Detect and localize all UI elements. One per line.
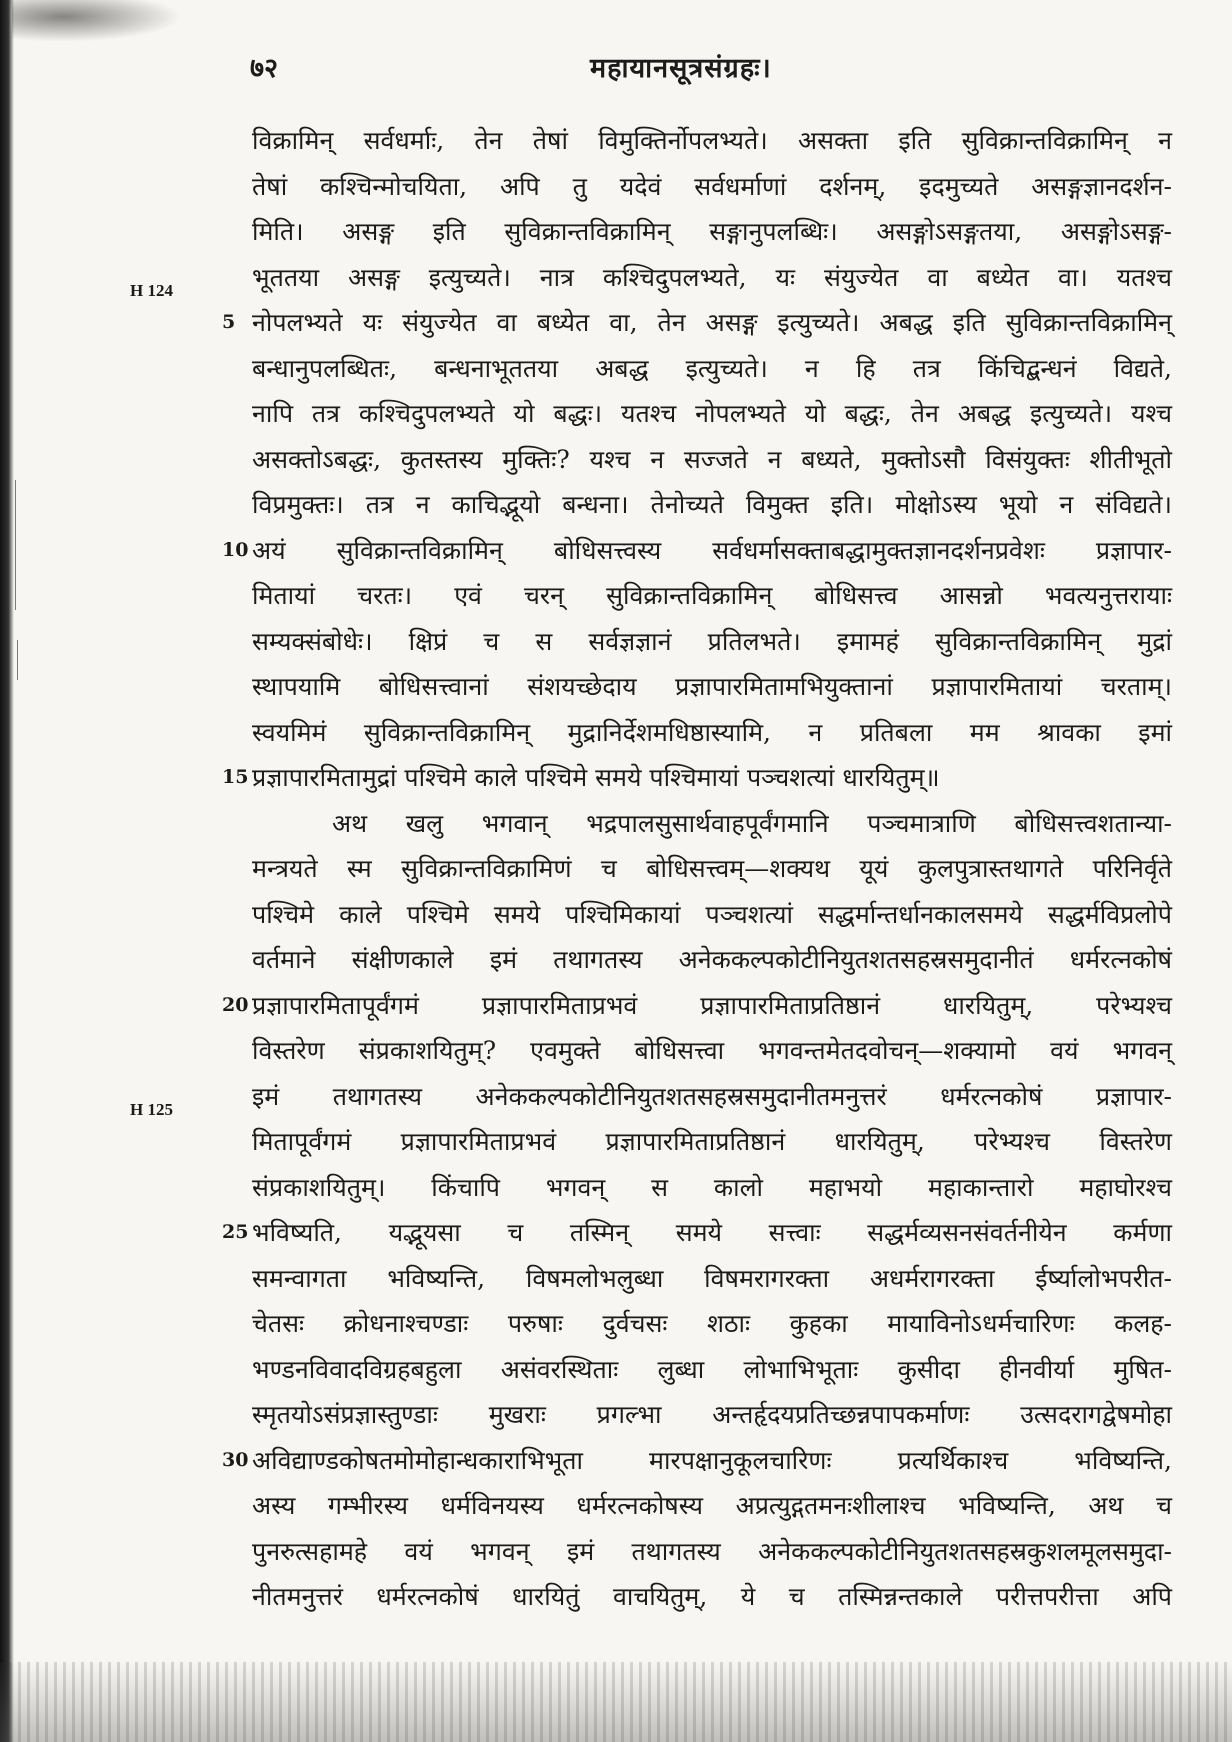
line-number: 20 <box>222 993 249 1016</box>
page-number: ७२ <box>250 53 279 84</box>
line-number: 10 <box>222 538 249 561</box>
line-number: 25 <box>222 1221 249 1243</box>
text-line: मितापूर्वंगमं प्रज्ञापारमिताप्रभवं प्रज्ञापारमिताप्रतिष्ठानं धारयितुम्, परेभ्यश्च विस्तरेण <box>252 1127 1172 1156</box>
text-line: भूततया असङ्ग इत्युच्यते। नात्र कश्चिदुपलभ्यते, यः संयुज्येत वा बध्येत वा। यतश्च <box>252 262 1172 292</box>
line-number: 30 <box>222 1448 249 1471</box>
text-line-content: अयं सुविक्रान्तविक्रामिन् बोधिसत्त्वस्य सर्वधर्मासक्ताबद्धामुक्तज्ञानदर्शनप्रवेशः प्रज्ञापार- <box>252 535 1172 565</box>
scan-left-edge <box>0 0 14 1742</box>
text-line: इमं तथागतस्य अनेककल्पकोटीनियुतशतसहस्रसमुदानीतमनुत्तरं धर्मरत्नकोषं प्रज्ञापार- <box>252 1081 1172 1111</box>
text-line: चेतसः क्रोधनाश्चण्डाः परुषाः दुर्वचसः शठाः कुहका मायाविनोऽधर्मचारिणः कलह- <box>252 1309 1172 1338</box>
text-line: नापि तत्र कश्चिदुपलभ्यते यो बद्धः। यतश्च नोपलभ्यते यो बद्धः, तेन अबद्ध इत्युच्यते। यश्च <box>252 399 1172 428</box>
text-line-content: भविष्यति, यद्भूयसा च तस्मिन् समये सत्त्वाः सद्धर्मव्यसनसंवर्तनीयेन कर्मणा <box>252 1218 1172 1247</box>
margin-mark-h124: H 124 <box>130 281 173 300</box>
margin-mark-h125: H 125 <box>130 1100 173 1119</box>
text-line-content: प्रज्ञापारमितामुद्रां पश्चिमे काले पश्चिमे समये पश्चिमायां पञ्चशत्यां धारयितुम्॥ <box>252 763 940 792</box>
text-line: भण्डनविवादविग्रहबहुला असंवरस्थिताः लुब्धा लोभाभिभूताः कुसीदा हीनवीर्या मुषित- <box>252 1354 1172 1384</box>
scan-artifact-line <box>17 640 18 680</box>
body-text <box>222 118 1172 1620</box>
text-line: पुनरुत्सहामहे वयं भगवन् इमं तथागतस्य अनेककल्पकोटीनियुतशतसहस्रकुशलमूलसमुदा- <box>252 1536 1172 1566</box>
scan-artifact-line <box>15 480 16 610</box>
text-line: स्थापयामि बोधिसत्त्वानां संशयच्छेदाय प्रज्ञापारमितामभियुक्तानां प्रज्ञापारमितायां चरताम्। <box>252 672 1172 701</box>
text-line: अथ खलु भगवान् भद्रपालसुसार्थवाहपूर्वंगमानि पञ्चमात्राणि बोधिसत्त्वशतान्या- <box>332 808 1172 838</box>
text-line-15 <box>222 755 1172 801</box>
running-title: महायानसूत्रसंग्रहः। <box>590 53 772 84</box>
text-line-10 <box>222 528 1172 574</box>
text-line: नीतमनुत्तरं धर्मरत्नकोषं धारयितुं वाचयितुम्, ये च तस्मिन्नन्तकाले परीत्तपरीत्ता अपि <box>252 1582 1172 1611</box>
scan-smudge <box>12 0 182 42</box>
text-line-content: प्रज्ञापारमितापूर्वंगमं प्रज्ञापारमिताप्रभवं प्रज्ञापारमिताप्रतिष्ठानं धारयितुम्, परेभ्यश्च <box>252 990 1172 1020</box>
text-line: मिति। असङ्ग इति सुविक्रान्तविक्रामिन् सङ्गानुपलब्धिः। असङ्गोऽसङ्गतया, असङ्गोऽसङ्ग- <box>252 217 1172 246</box>
text-line: असक्तोऽबद्धः, कुतस्तस्य मुक्तिः? यश्च न सज्जते न बध्यते, मुक्तोऽसौ विसंयुक्तः शीतीभूतो <box>252 444 1172 474</box>
text-line: विस्तरेण संप्रकाशयितुम्? एवमुक्ते बोधिसत्त्वा भगवन्तमेतदवोचन्—शक्यामो वयं भगवन् <box>252 1036 1172 1065</box>
text-line: सम्यक्संबोधेः। क्षिप्रं च स सर्वज्ञज्ञानं प्रतिलभते। इमामहं सुविक्रान्तविक्रामिन् मुद्रां <box>252 626 1172 656</box>
text-line: समन्वागता भविष्यन्ति, विषमलोभलुब्धा विषमरागरक्ता अधर्मरागरक्ता ईर्ष्यालोभपरीत- <box>252 1263 1172 1293</box>
text-line: स्मृतयोऽसंप्रज्ञास्तुण्डाः मुखराः प्रगल्भा अन्तर्हृदयप्रतिच्छन्नपापकर्माणः उत्सदरागद्वेषमोहा <box>252 1400 1172 1429</box>
line-number: 5 <box>222 311 236 333</box>
text-line: मन्त्रयते स्म सुविक्रान्तविक्रामिणं च बोधिसत्त्वम्—शक्यथ यूयं कुलपुत्रास्तथागते परिनिर्वृते <box>252 854 1172 883</box>
text-line: संप्रकाशयितुम्। किंचापि भगवन् स कालो महाभयो महाकान्तारो महाघोरश्च <box>252 1172 1172 1202</box>
text-line-5 <box>222 300 1172 346</box>
text-line: बन्धानुपलब्धितः, बन्धनाभूततया अबद्ध इत्युच्यते। न हि तत्र किंचिद्बन्धनं विद्यते, <box>252 353 1172 383</box>
text-line: विप्रमुक्तः। तत्र न काचिद्भूयो बन्धना। तेनोच्यते विमुक्त इति। मोक्षोऽस्य भूयो न संविद्यते। <box>252 490 1172 519</box>
text-line: विक्रामिन् सर्वधर्माः, तेन तेषां विमुक्तिर्नोपलभ्यते। असक्ता इति सुविक्रान्तविक्रामिन् न <box>252 126 1172 155</box>
text-line: स्वयमिमं सुविक्रान्तविक्रामिन् मुद्रानिर्देशमधिष्ठास्यामि, न प्रतिबला मम श्रावका इमां <box>252 717 1172 747</box>
text-line-30 <box>222 1438 1172 1484</box>
text-line: वर्तमाने संक्षीणकाले इमं तथागतस्य अनेककल्पकोटीनियुतशतसहस्रसमुदानीतं धर्मरत्नकोषं <box>252 945 1172 974</box>
text-line: पश्चिमे काले पश्चिमे समये पश्चिमिकायां पञ्चशत्यां सद्धर्मान्तर्धानकालसमये सद्धर्मविप्रलोपे <box>252 899 1172 929</box>
text-line-content: अविद्याण्डकोषतमोमोहान्धकाराभिभूता मारपक्षानुकूलचारिणः प्रत्यर्थिकाश्च भविष्यन्ति, <box>252 1445 1172 1475</box>
scan-bottom-noise <box>0 1662 1232 1742</box>
text-line-20 <box>222 983 1172 1029</box>
line-number: 15 <box>222 766 249 788</box>
text-line: अस्य गम्भीरस्य धर्मविनयस्य धर्मरत्नकोषस्य अप्रत्युद्गतमनःशीलाश्च भविष्यन्ति, अथ च <box>252 1491 1172 1520</box>
text-line-25 <box>222 1210 1172 1256</box>
text-line-content: नोपलभ्यते यः संयुज्येत वा बध्येत वा, तेन असङ्ग इत्युच्यते। अबद्ध इति सुविक्रान्तविक्रामिन् <box>252 308 1172 337</box>
text-line: मितायां चरतः। एवं चरन् सुविक्रान्तविक्रामिन् बोधिसत्त्व आसन्नो भवत्यनुत्तरायाः <box>252 581 1172 610</box>
text-line: तेषां कश्चिन्मोचयिता, अपि तु यदेवं सर्वधर्माणां दर्शनम्, इदमुच्यते असङ्गज्ञानदर्शन- <box>252 171 1172 201</box>
